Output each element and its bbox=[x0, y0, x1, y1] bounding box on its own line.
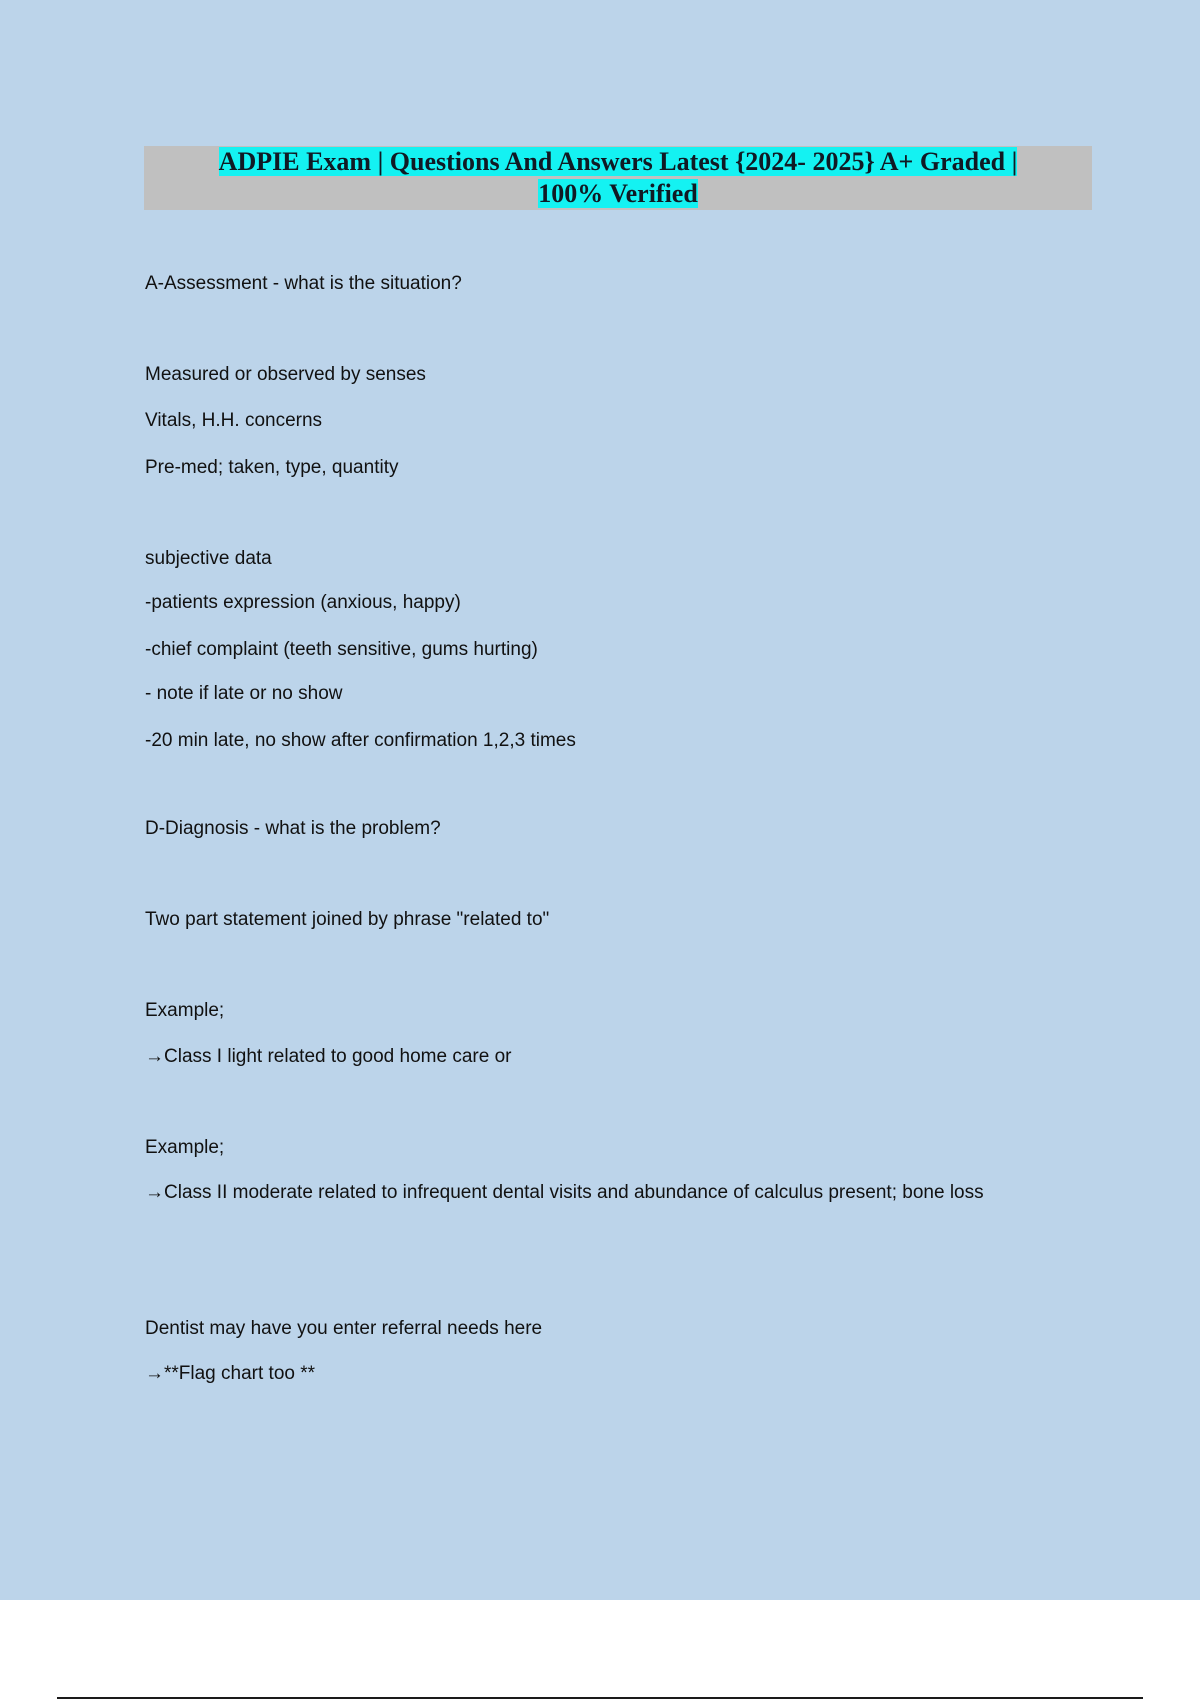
assessment-heading: A-Assessment - what is the situation? bbox=[145, 273, 462, 294]
document-title-line-1: ADPIE Exam | Questions And Answers Latest {2024- 2025} A+ Graded | bbox=[218, 147, 1018, 176]
diagnosis-heading: D-Diagnosis - what is the problem? bbox=[145, 818, 441, 839]
body-line: Dentist may have you enter referral needs here bbox=[145, 1318, 543, 1339]
body-line: Vitals, H.H. concerns bbox=[145, 410, 323, 431]
body-line: - note if late or no show bbox=[145, 683, 343, 704]
body-line: -patients expression (anxious, happy) bbox=[145, 592, 461, 613]
document-title-line-2: 100% Verified bbox=[538, 179, 698, 208]
body-line: Pre-med; taken, type, quantity bbox=[145, 457, 399, 478]
body-line: Measured or observed by senses bbox=[145, 364, 426, 385]
footer-divider bbox=[57, 1697, 1143, 1699]
example-label: Example; bbox=[145, 1137, 225, 1158]
body-line: →**Flag chart too ** bbox=[145, 1363, 316, 1384]
example-label: Example; bbox=[145, 1000, 225, 1021]
body-line: →Class II moderate related to infrequent dental visits and abundance of calculus present; bone loss bbox=[145, 1182, 984, 1203]
document-title bbox=[144, 146, 1092, 210]
body-line: -chief complaint (teeth sensitive, gums hurting) bbox=[145, 639, 538, 660]
body-line: -20 min late, no show after confirmation 1,2,3 times bbox=[145, 730, 576, 751]
body-line: Two part statement joined by phrase "related to" bbox=[145, 909, 550, 930]
subjective-data-heading: subjective data bbox=[145, 548, 272, 569]
body-line: →Class I light related to good home care or bbox=[145, 1046, 512, 1067]
